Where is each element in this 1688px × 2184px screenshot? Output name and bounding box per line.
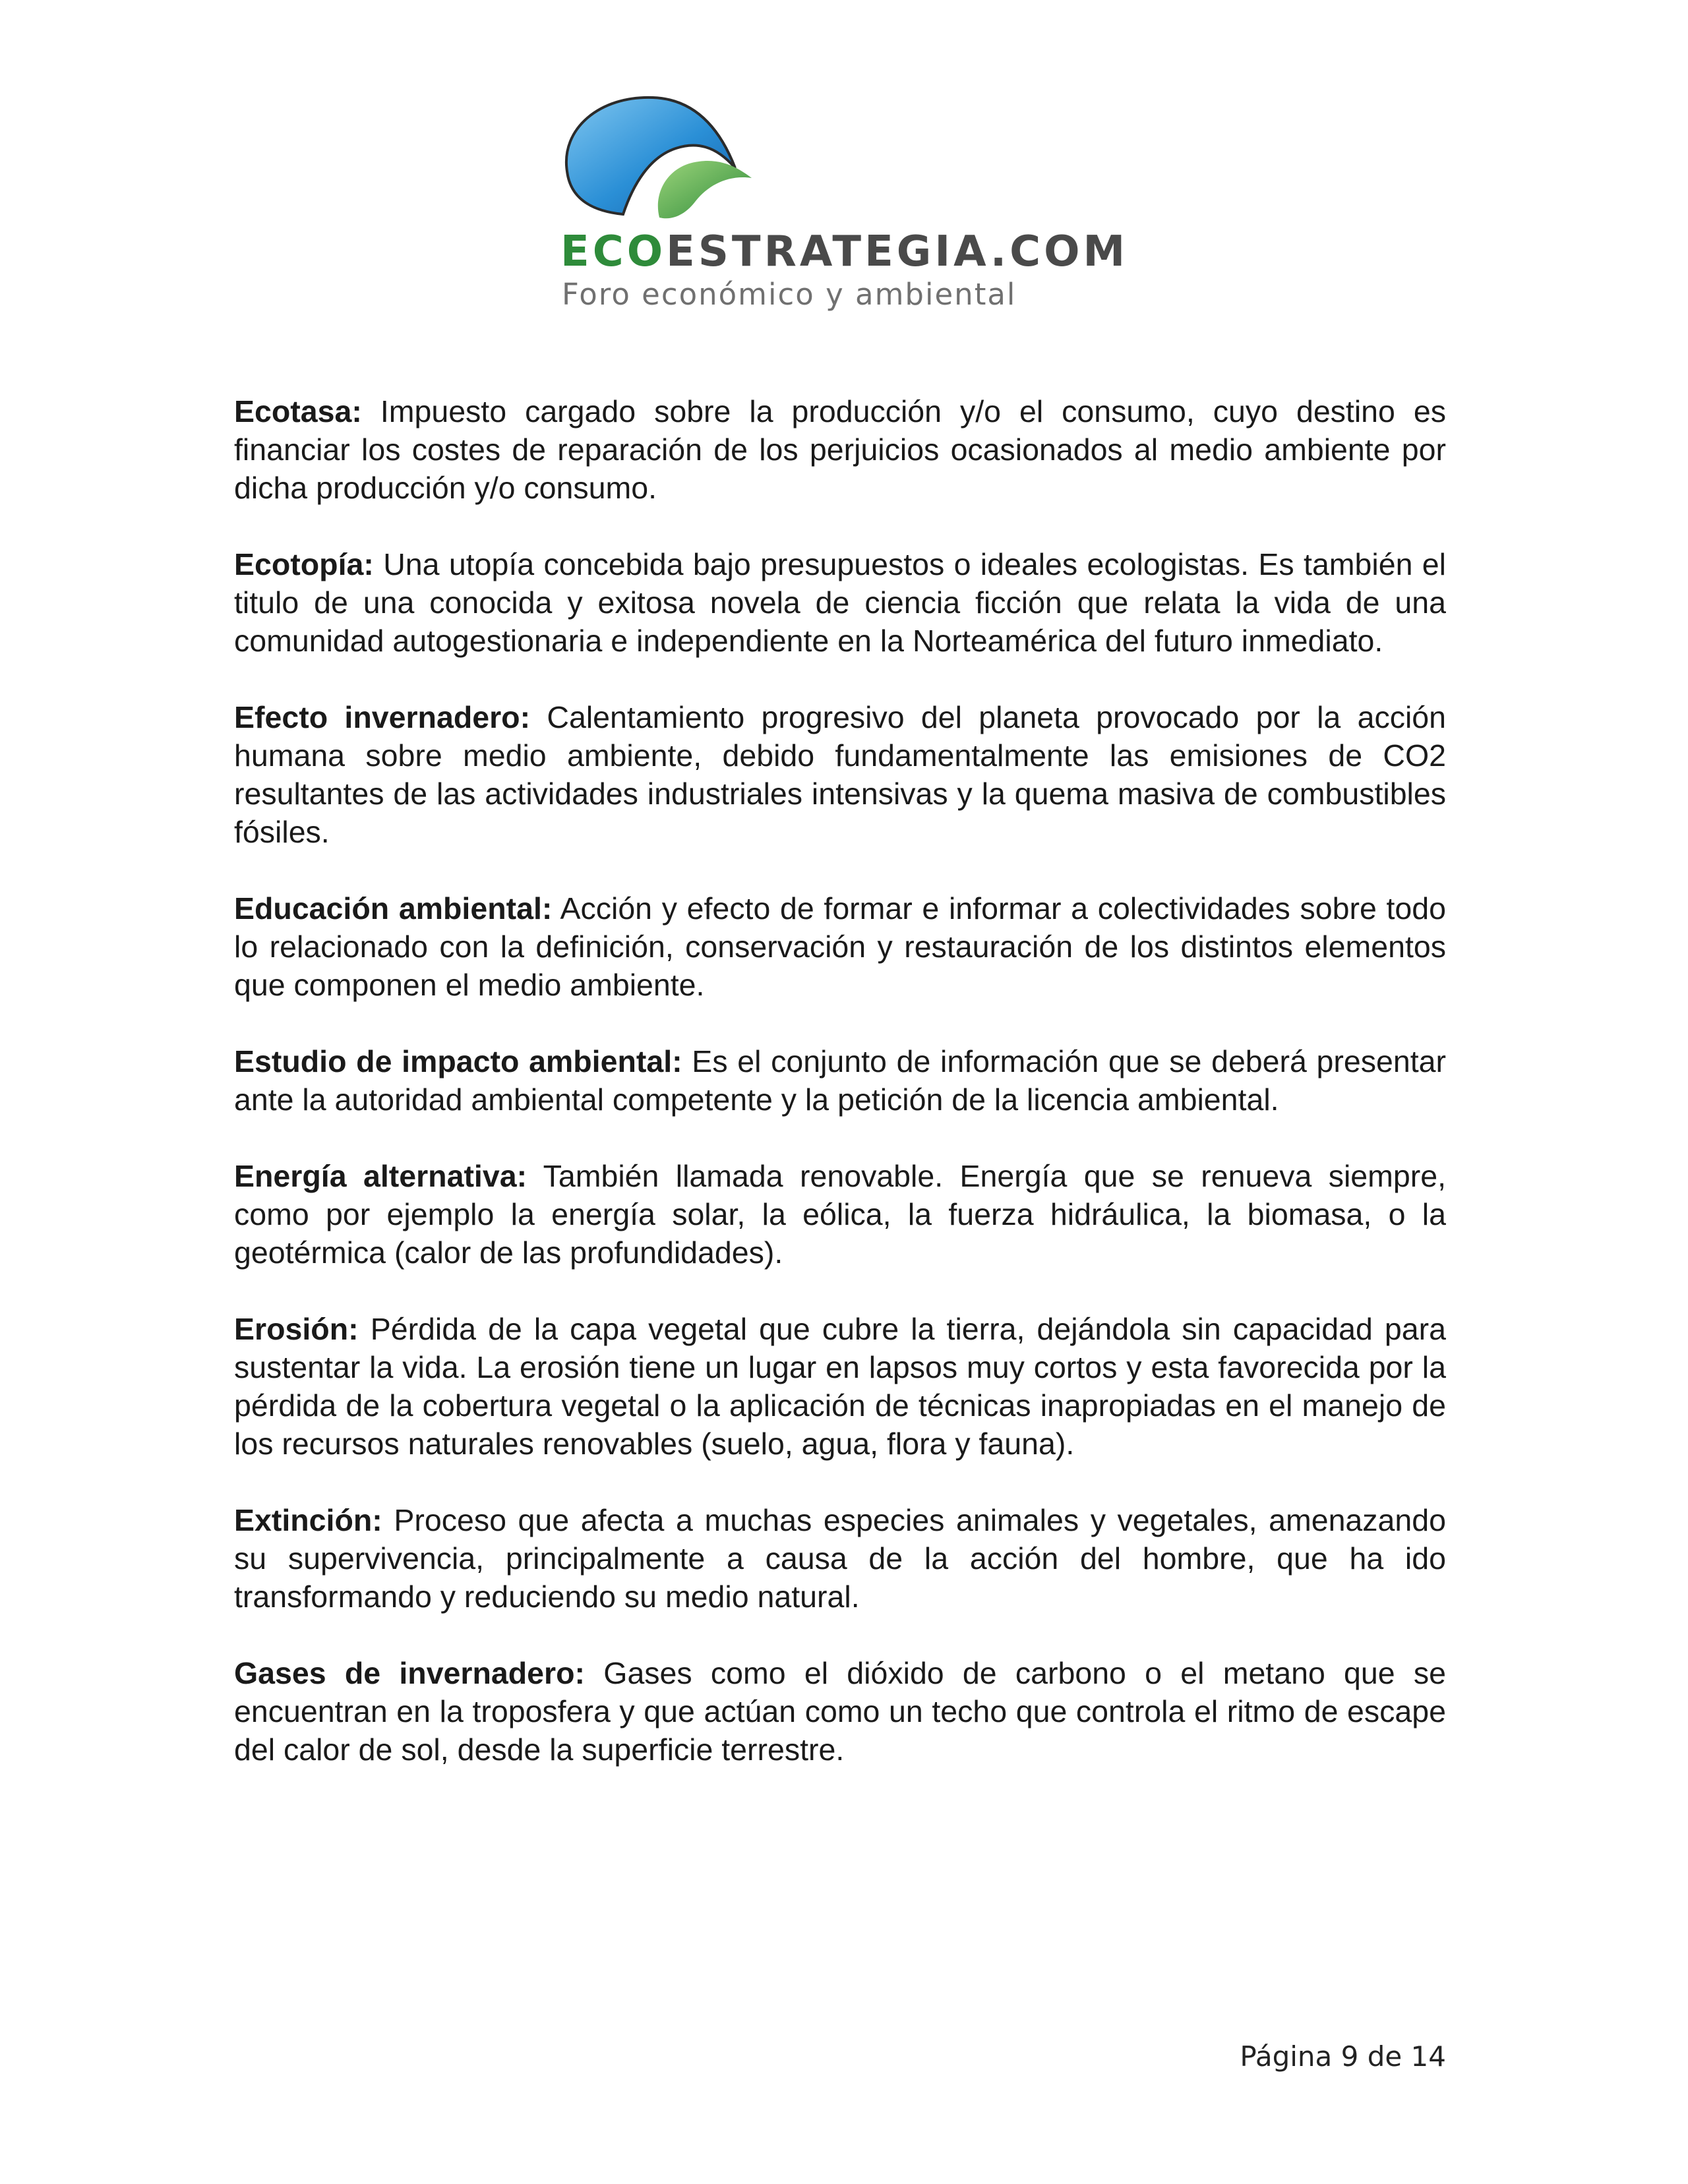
glossary-term: Efecto invernadero: [234,700,531,734]
glossary-entry-estudio-impacto [234,1042,1446,1119]
glossary-definition: Una utopía concebida bajo presupuestos o ideales ecologistas. Es también el titulo de una conocida y exitosa novela de ciencia ficción que relata la vida de una comunidad autogestionaria e independiente en la Norteamérica del futuro inmediato. [234,547,1446,658]
glossary-definition: También llamada renovable. Energía que se renueva siempre, como por ejemplo la energía solar, la eólica, la fuerza hidráulica, la biomasa, o la geotérmica (calor de las profundidades). [234,1159,1447,1270]
glossary-definition: Pérdida de la capa vegetal que cubre la tierra, dejándola sin capacidad para sustentar la vida. La erosión tiene un lugar en lapsos muy cortos y esta favorecida por la pérdida de la cobertura vegetal o la aplicación de técnicas inapropiadas en el manejo de los recursos naturales renovables (suelo, agua, flora y fauna). [234,1312,1446,1461]
glossary-term: Erosión: [234,1312,359,1346]
glossary-definition: Acción y efecto de formar e informar a colectividades sobre todo lo relacionado con la definición, conservación y restauración de los distintos elementos que componen el medio ambiente. [234,891,1446,1002]
page-number: Página 9 de 14 [1240,2040,1446,2073]
glossary-content [234,392,1446,1807]
logo-wave-icon [560,92,758,224]
glossary-term: Ecotasa: [234,394,362,428]
glossary-term: Educación ambiental: [234,891,553,926]
site-logo [560,92,1129,316]
glossary-entry-ecotopia [234,545,1446,660]
glossary-entry-efecto-invernadero [234,698,1446,851]
glossary-definition: Es el conjunto de información que se deberá presentar ante la autoridad ambiental competente y la petición de la licencia ambiental. [234,1044,1446,1117]
glossary-term: Gases de invernadero: [234,1656,586,1690]
glossary-entry-educacion-ambiental [234,889,1446,1004]
logo-brand-eco: ECO [560,227,667,276]
glossary-term: Extinción: [234,1503,382,1537]
glossary-entry-ecotasa [234,392,1446,507]
logo-brand-rest: ESTRATEGIA.COM [666,227,1129,276]
glossary-entry-gases-invernadero [234,1654,1446,1769]
glossary-entry-erosion [234,1310,1446,1463]
glossary-entry-energia-alternativa [234,1157,1446,1272]
glossary-term: Ecotopía: [234,547,374,581]
glossary-entry-extincion [234,1501,1446,1616]
glossary-definition: Gases como el dióxido de carbono o el metano que se encuentran en la troposfera y que actúan como un techo que controla el ritmo de escape del calor de sol, desde la superficie terrestre. [234,1656,1446,1767]
glossary-term: Energía alternativa: [234,1159,528,1193]
logo-tagline: Foro económico y ambiental [562,277,1017,312]
glossary-definition: Proceso que afecta a muchas especies animales y vegetales, amenazando su supervivencia, principalmente a causa de la acción del hombre, que ha ido transformando y reduciendo su medio natural. [234,1503,1446,1614]
glossary-definition: Calentamiento progresivo del planeta provocado por la acción humana sobre medio ambiente, debido fundamentalmente las emisiones de CO2 resultantes de las actividades industriales intensivas y la quema masiva de combustibles fósiles. [234,700,1446,849]
glossary-definition: Impuesto cargado sobre la producción y/o el consumo, cuyo destino es financiar los costes de reparación de los perjuicios ocasionados al medio ambiente por dicha producción y/o consumo. [234,394,1446,505]
glossary-term: Estudio de impacto ambiental: [234,1044,682,1078]
logo-brand-text [560,227,1129,276]
